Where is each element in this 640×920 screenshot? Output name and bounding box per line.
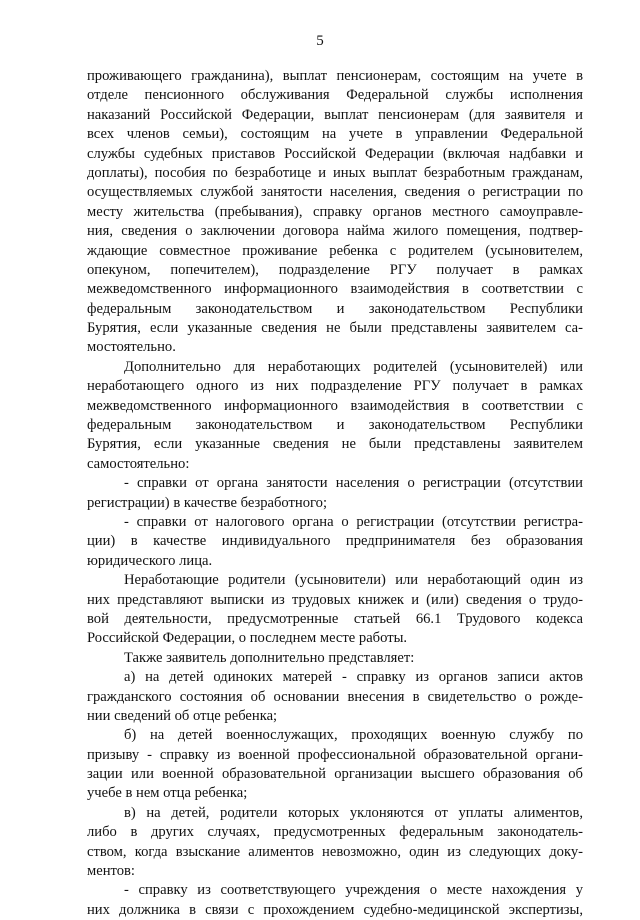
text-line: межведомственного информационного взаимодействия в соответствии с: [87, 281, 583, 298]
text-line: ством, когда взыскание алиментов невозможно, один из следующих доку-: [87, 843, 583, 860]
text-line: Бурятия, если указанные сведения не были представлены заявителем: [87, 436, 583, 453]
text-line: месту жительства (пребывания), справку органов местного самоуправле-: [87, 203, 583, 220]
text-line: призыву - справку из военной профессиональной образовательной органи-: [87, 746, 583, 763]
text-line: осуществляемых службой занятости населения, сведения о регистрации по: [87, 184, 583, 201]
text-line: Неработающие родители (усыновители) или неработающий один из: [124, 572, 583, 589]
text-line: Российской Федерации, о последнем месте работы.: [87, 630, 408, 647]
text-line: неработающего одного из них подразделение РГУ получает в рамках: [87, 378, 583, 395]
text-line: - справки от органа занятости населения о регистрации (отсутствии: [124, 475, 583, 492]
text-line: ментов:: [87, 863, 135, 880]
text-line: ции) в качестве индивидуального предпринимателя без образования: [87, 533, 583, 550]
text-line: самостоятельно:: [87, 455, 190, 472]
text-line: них представляют выписки из трудовых книжек и (или) сведения о трудо-: [87, 591, 583, 608]
text-line: зации или военной образовательной организации высшего образования об: [87, 766, 583, 783]
text-line: а) на детей одиноких матерей - справку из органов записи актов: [124, 669, 583, 686]
text-line: Бурятия, если указанные сведения не были представлены заявителем са-: [87, 320, 583, 337]
text-line: доплаты), пособия по безработице и иных выплат безработным гражданам,: [87, 164, 583, 181]
text-line: федеральным законодательством и законодательством Республики: [87, 300, 583, 317]
text-line: - справки от налогового органа о регистрации (отсутствии регистра-: [124, 513, 583, 530]
text-line: службы судебных приставов Российской Федерации (включая надбавки и: [87, 145, 583, 162]
text-line: опекуном, попечителем), подразделение РГУ получает в рамках: [87, 261, 583, 278]
text-line: регистрации) в качестве безработного;: [87, 494, 327, 511]
text-line: отделе пенсионного обслуживания Федеральной службы исполнения: [87, 87, 583, 104]
text-line: учебе в нем отца ребенка;: [87, 785, 248, 802]
text-line: федеральным законодательством и законодательством Республики: [87, 417, 583, 434]
text-line: ния, сведения о заключении договора найма жилого помещения, подтвер-: [87, 223, 583, 240]
text-line: всех членов семьи), состоящим на учете в управлении Федеральной: [87, 126, 583, 143]
text-line: проживающего гражданина), выплат пенсионерам, состоящим на учете в: [87, 68, 583, 84]
text-line: в) на детей, родители которых уклоняются от уплаты алиментов,: [124, 804, 583, 821]
text-line: юридического лица.: [87, 552, 213, 569]
text-line: Также заявитель дополнительно представляет:: [124, 649, 415, 666]
text-line: ждающие совместное проживание ребенка с родителем (усыновителем,: [87, 242, 583, 259]
text-line: межведомственного информационного взаимодействия в соответствии с: [87, 397, 583, 414]
text-line: мостоятельно.: [87, 339, 176, 356]
text-line: - справку из соответствующего учреждения о месте нахождения у: [124, 882, 583, 899]
text-line: нии сведений об отце ребенка;: [87, 707, 278, 724]
text-line: них должника в связи с прохождением судебно-медицинской экспертизы,: [87, 901, 583, 918]
text-line: б) на детей военнослужащих, проходящих военную службу по: [124, 727, 583, 744]
text-line: наказаний Российской Федерации, выплат пенсионерам (для заявителя и: [87, 106, 583, 123]
text-line: Дополнительно для неработающих родителей (усыновителей) или: [124, 358, 583, 375]
text-line: вой деятельности, предусмотренные статьей 66.1 Трудового кодекса: [87, 610, 583, 627]
text-line: гражданского состояния об основании внесения в свидетельство о рожде-: [87, 688, 583, 705]
document-body: [87, 67, 583, 920]
page-number: 5: [316, 33, 324, 49]
text-line: либо в других случаях, предусмотренных федеральным законодатель-: [87, 824, 583, 841]
